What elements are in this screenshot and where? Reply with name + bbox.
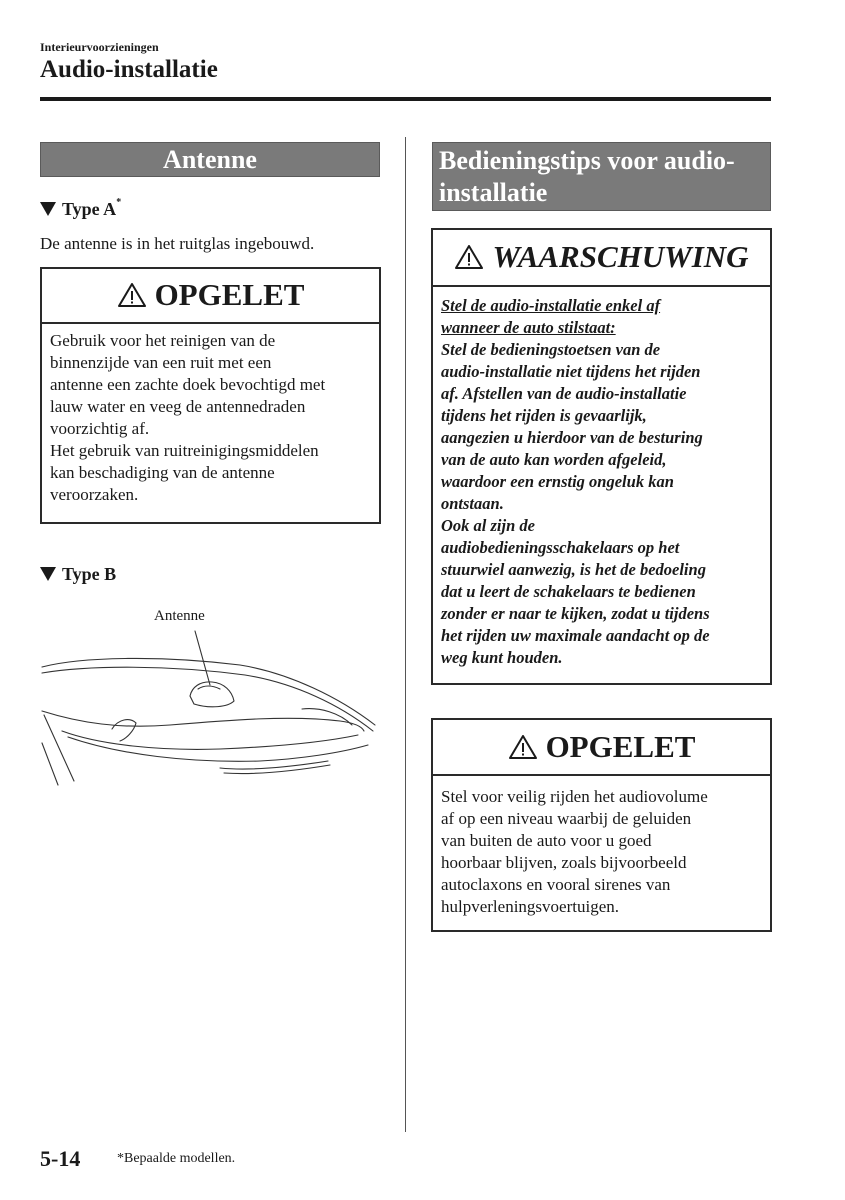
subheading-type-b xyxy=(40,564,116,585)
caution-line: veroorzaken. xyxy=(50,485,139,504)
footnote-marker: * xyxy=(116,197,122,208)
type-a-description: De antenne is in het ruitglas ingebouwd. xyxy=(40,234,315,253)
caution-heading: OPGELET xyxy=(154,277,305,312)
triangle-down-icon xyxy=(40,567,56,581)
roof-antenna-illustration xyxy=(40,603,380,788)
warning-line: weg kunt houden. xyxy=(441,648,563,667)
warning-line: van de auto kan worden afgeleid, xyxy=(441,450,667,469)
warning-box xyxy=(431,228,772,685)
warning-triangle-icon xyxy=(454,233,484,287)
caution-line: van buiten de auto voor u goed xyxy=(441,831,652,850)
caution-line: lauw water en veeg de antennedraden xyxy=(50,397,306,416)
warning-line: audio-installatie niet tijdens het rijden xyxy=(441,362,701,381)
type-a-label: Type A xyxy=(62,199,117,219)
warning-line: audiobedieningsschakelaars op het xyxy=(441,538,680,557)
warning-line: stuurwiel aanwezig, is het de bedoeling xyxy=(441,560,706,579)
caution-line: Het gebruik van ruitreinigingsmiddelen xyxy=(50,441,319,460)
column-divider xyxy=(405,137,406,1132)
section-title-antenne: Antenne xyxy=(40,142,380,177)
page-title: Audio-installatie xyxy=(40,56,218,83)
caution-box-volume xyxy=(431,718,772,932)
warning-triangle-icon xyxy=(508,723,538,777)
caution-header xyxy=(42,269,379,324)
caution-line: voorzichtig af. xyxy=(50,419,150,438)
warning-underlined-line: Stel de audio-installatie enkel af xyxy=(441,296,661,315)
caution-heading: OPGELET xyxy=(545,729,696,764)
caution-line: Stel voor veilig rijden het audiovolume xyxy=(441,787,708,806)
subheading-type-a xyxy=(40,199,121,220)
caution-line: kan beschadiging van de antenne xyxy=(50,463,275,482)
caution-line: hoorbaar blijven, zoals bijvoorbeeld xyxy=(441,853,687,872)
warning-underlined-line: wanneer de auto stilstaat: xyxy=(441,318,616,337)
warning-line: tijdens het rijden is gevaarlijk, xyxy=(441,406,647,425)
breadcrumb: Interieurvoorzieningen xyxy=(40,40,159,54)
warning-body xyxy=(433,287,770,677)
warning-line: het rijden uw maximale aandacht op de xyxy=(441,626,710,645)
warning-line: Ook al zijn de xyxy=(441,516,535,535)
section-title-line: Bedieningstips voor audio- xyxy=(439,146,735,175)
caution-box-antenna xyxy=(40,267,381,524)
section-title-line: installatie xyxy=(439,178,548,207)
warning-triangle-icon xyxy=(117,272,147,324)
warning-line: ontstaan. xyxy=(441,494,504,513)
warning-line: af. Afstellen van de audio-installatie xyxy=(441,384,687,403)
triangle-down-icon xyxy=(40,202,56,216)
type-b-label: Type B xyxy=(62,564,117,584)
warning-line: zonder er naar te kijken, zodat u tijdens xyxy=(441,604,710,623)
caution-header xyxy=(433,720,770,776)
caution-line: hulpverleningsvoertuigen. xyxy=(441,897,619,916)
caution-body xyxy=(42,324,379,512)
section-title-audio-tips xyxy=(432,142,771,211)
caution-line: antenne een zachte doek bevochtigd met xyxy=(50,375,326,394)
title-rule xyxy=(40,97,771,101)
caution-body xyxy=(433,776,770,924)
caution-line: Gebruik voor het reinigen van de xyxy=(50,331,276,350)
caution-line: binnenzijde van een ruit met een xyxy=(50,353,272,372)
warning-line: waardoor een ernstig ongeluk kan xyxy=(441,472,674,491)
warning-line: aangezien u hierdoor van de besturing xyxy=(441,428,703,447)
warning-line: Stel de bedieningstoetsen van de xyxy=(441,340,661,359)
warning-heading: WAARSCHUWING xyxy=(492,239,749,274)
warning-header xyxy=(433,230,770,287)
warning-line: dat u leert de schakelaars te bedienen xyxy=(441,582,696,601)
footnote: *Bepaalde modellen. xyxy=(117,1151,236,1166)
caution-line: af op een niveau waarbij de geluiden xyxy=(441,809,692,828)
figure-label-antenne: Antenne xyxy=(154,608,205,624)
caution-line: autoclaxons en vooral sirenes van xyxy=(441,875,671,894)
page-number: 5-14 xyxy=(40,1146,81,1171)
